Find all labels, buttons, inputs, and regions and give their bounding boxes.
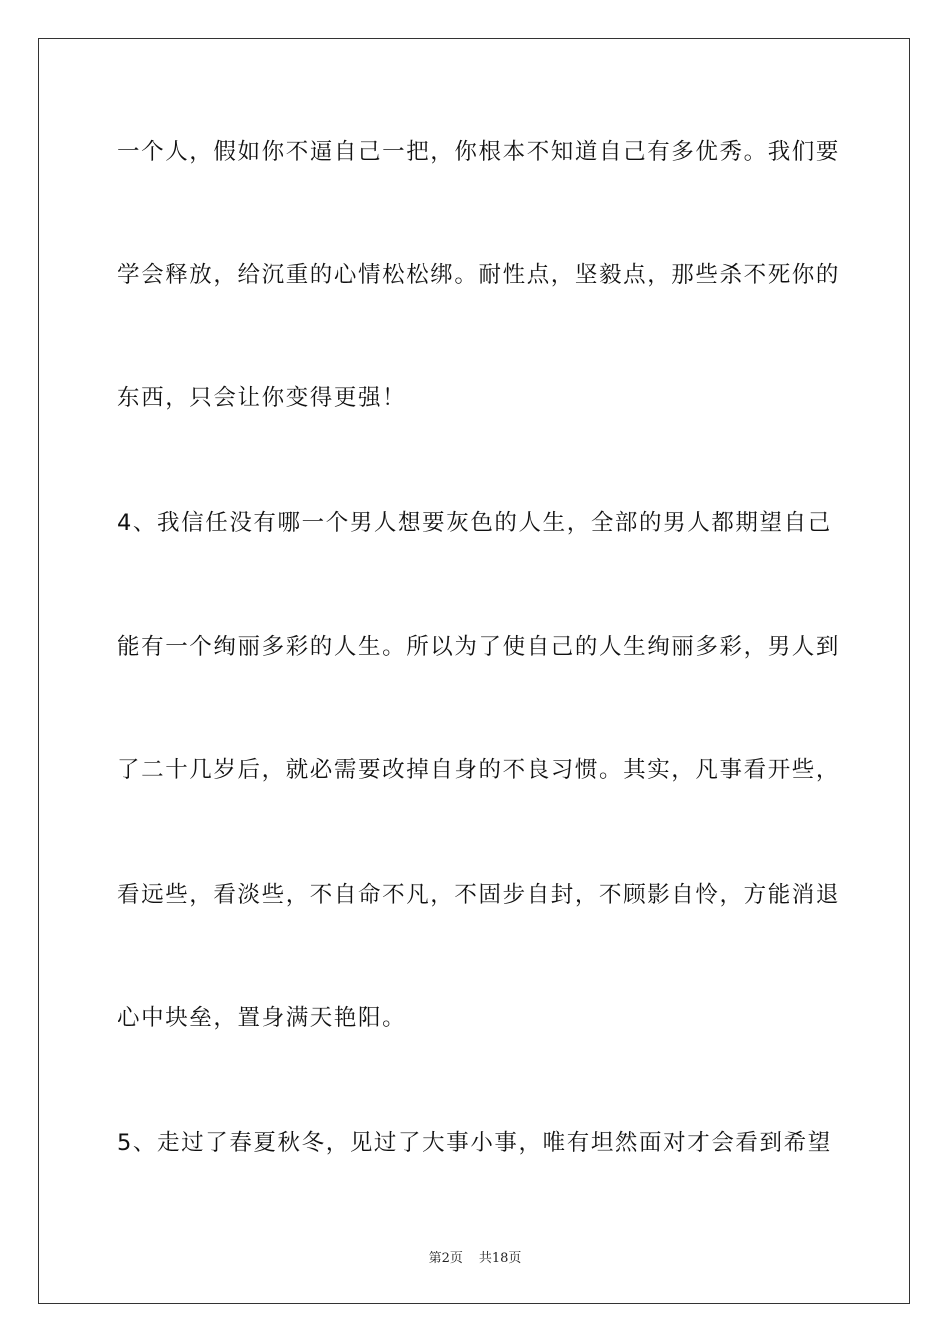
body-text-line: 一个人，假如你不逼自己一把，你根本不知道自己有多优秀。我们要 [117, 139, 841, 165]
body-text-line: 4、我信任没有哪一个男人想要灰色的人生，全部的男人都期望自己 [117, 510, 832, 536]
body-text-line: 学会释放，给沉重的心情松松绑。耐性点，坚毅点，那些杀不死你的 [117, 262, 841, 288]
page-total: 共18页 [478, 1251, 522, 1266]
body-text-line: 了二十几岁后，就必需要改掉自身的不良习惯。其实，凡事看开些， [117, 757, 841, 783]
body-text-line: 东西，只会让你变得更强！ [117, 385, 407, 411]
body-text-line: 看远些，看淡些，不自命不凡，不固步自封，不顾影自怜，方能消退 [117, 882, 841, 908]
body-text-line: 能有一个绚丽多彩的人生。所以为了使自己的人生绚丽多彩，男人到 [117, 634, 841, 660]
page-number: 第2页 [428, 1251, 463, 1266]
page-footer [0, 1247, 950, 1266]
page-border [38, 38, 910, 1304]
body-text-line: 心中块垒，置身满天艳阳。 [117, 1005, 407, 1031]
body-text-line: 5、走过了春夏秋冬，见过了大事小事，唯有坦然面对才会看到希望 [117, 1130, 832, 1156]
